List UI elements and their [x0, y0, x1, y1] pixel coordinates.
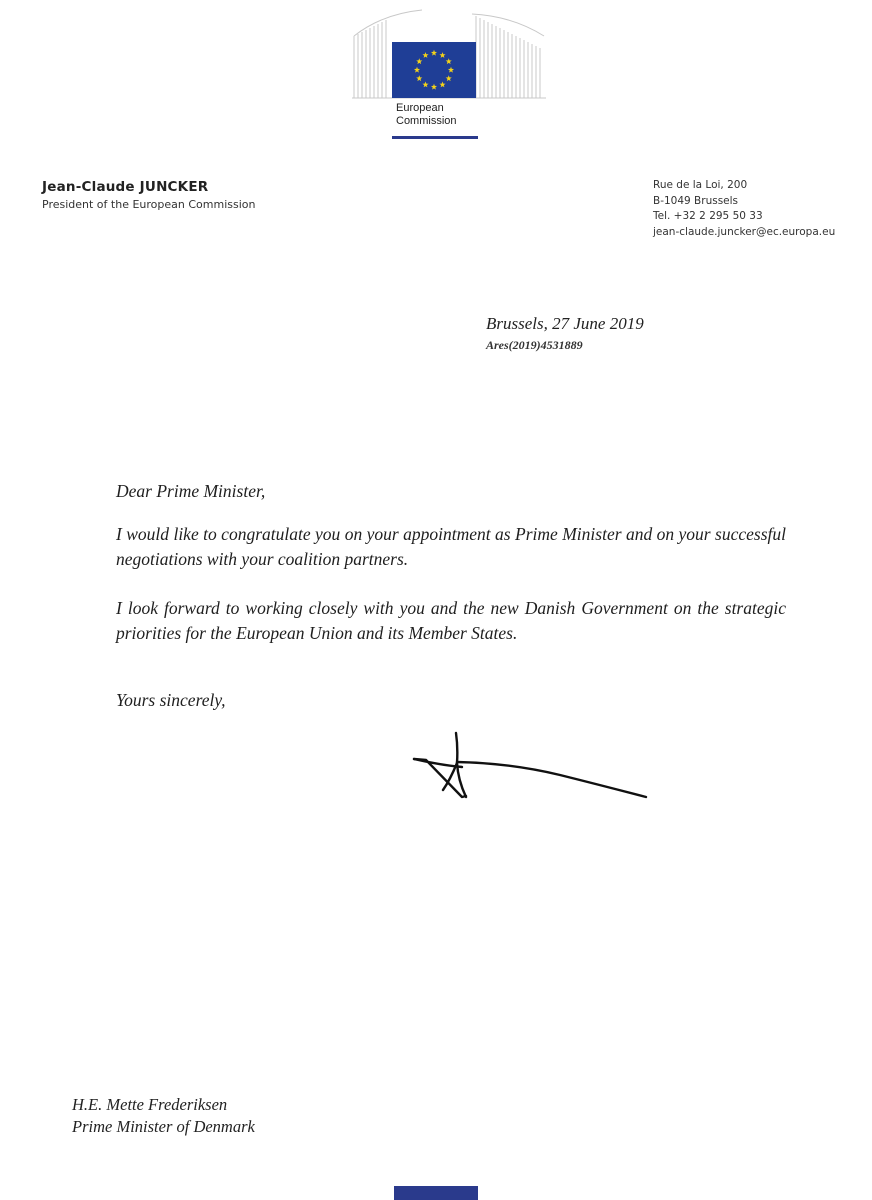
footer-color-bar: [394, 1186, 478, 1200]
sender-name: Jean-Claude JUNCKER: [42, 179, 209, 195]
address-phone: Tel. +32 2 295 50 33: [653, 210, 763, 222]
logo-line-commission: Commission: [396, 115, 457, 127]
recipient-name: H.E. Mette Frederiksen: [72, 1095, 228, 1114]
address-city: B-1049 Brussels: [653, 194, 739, 207]
body-paragraph: I look forward to working closely with you and the new Danish Government on the strategic priorities for the European Union and its Member States.: [116, 598, 786, 643]
european-commission-logo: [352, 6, 546, 138]
logo-underline: [392, 136, 478, 139]
sender-title: President of the European Commission: [42, 198, 256, 211]
reference-number: Ares(2019)4531889: [486, 338, 583, 352]
salutation: Dear Prime Minister,: [116, 481, 266, 501]
logo-wordmark: [396, 102, 457, 128]
recipient-title: Prime Minister of Denmark: [72, 1117, 255, 1136]
body-paragraph: I would like to congratulate you on your appointment as Prime Minister and on your successful negotiations with your coalition partners.: [116, 524, 786, 569]
sender-block: [42, 178, 255, 214]
address-block: [653, 178, 835, 240]
address-street: Rue de la Loi, 200: [653, 179, 748, 191]
logo-line-european: European: [396, 102, 444, 114]
dateline: Brussels, 27 June 2019: [486, 314, 644, 333]
recipient-block: [72, 1094, 255, 1138]
address-email: jean-claude.juncker@ec.europa.eu: [653, 225, 836, 238]
closing: Yours sincerely,: [116, 690, 226, 710]
handwritten-signature: [400, 725, 660, 815]
